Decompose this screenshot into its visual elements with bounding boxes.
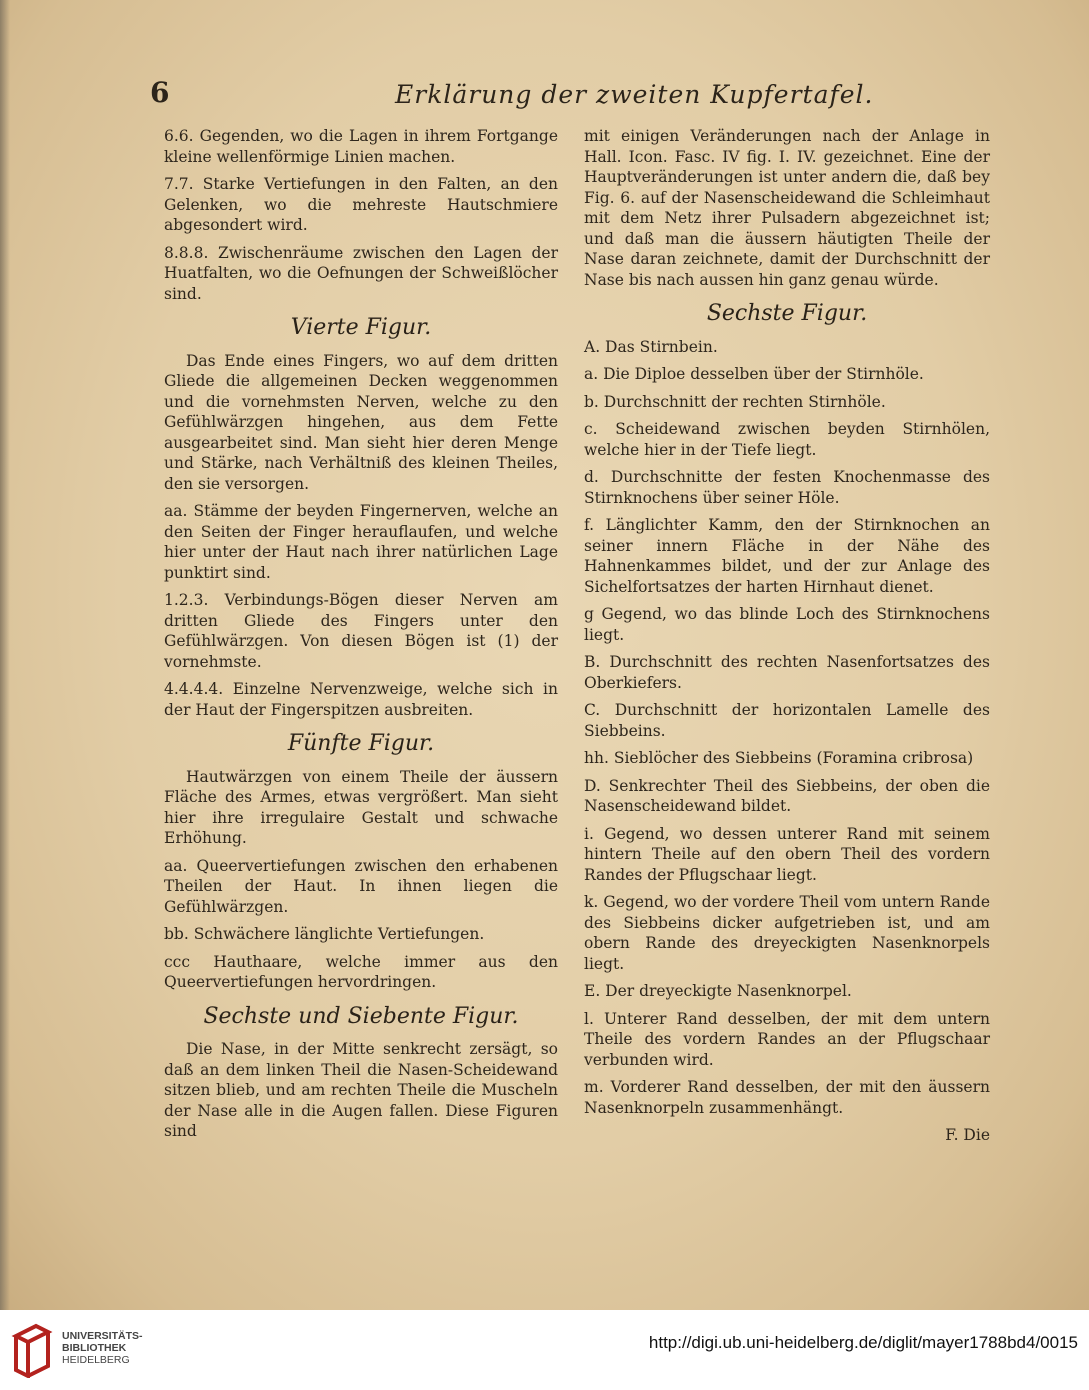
list-item: 4.4.4.4. Einzelne Nervenzweige, welche sich in der Haut der Fingerspitzen ausbreiten.	[164, 680, 558, 719]
list-item: aa. Stämme der beyden Fingernerven, welche an den Seiten der Finger herauflaufen, und welche hier unter der Haut nach ihrer natürlichen Lage punktirt sind.	[164, 502, 558, 582]
list-item: g Gegend, wo das blinde Loch des Stirnknochens liegt.	[584, 605, 990, 644]
list-item: d. Durchschnitte der festen Knochenmasse des Stirnknochens über seiner Höle.	[584, 468, 990, 507]
list-item: i. Gegend, wo dessen unterer Rand mit seinem hintern Theile auf den obern Theil des vordern Randes der Pflugschaar liegt.	[584, 824, 990, 884]
list-item: a. Die Diploe desselben über der Stirnhöle.	[584, 365, 924, 383]
list-item: l. Unterer Rand desselben, der mit dem untern Theile des vordern Randes an der Pflugschaar verbunden wird.	[584, 1009, 990, 1069]
catchword: F. Die	[945, 1126, 990, 1144]
paragraph: mit einigen Veränderungen nach der Anlage in Hall. Icon. Fasc. IV fig. I. IV. gezeichnet. Eine der Hauptveränderungen ist unter andern die, daß bey Fig. 6. auf der Nasenscheidewand die Schleimhaut mit dem Netz ihrer Pulsadern abgezeichnet ist; und daß man die äussern häutigten Theile der Nase daran zeichnete, damit der Durchschnitt der Nase bis nach aussen hin ganz genau würde.	[584, 127, 990, 289]
list-item: 8.8.8. Zwischenräume zwischen den Lagen der Huatfalten, wo die Oefnungen der Schweißlöcher sind.	[164, 243, 558, 303]
list-item: f. Länglichter Kamm, den der Stirnknochen an seiner innern Fläche in der Nähe des Hahnenkammes bildet, und der zur Anlage des Sichelfortsatzes der harten Hirnhaut dienet.	[584, 516, 990, 596]
list-item: 6.6. Gegenden, wo die Lagen in ihrem Fortgange kleine wellenförmige Linien machen.	[164, 127, 558, 166]
list-item: 1.2.3. Verbindungs-Bögen dieser Nerven am dritten Gliede des Fingers unter den Gefühlwärzgen. Von diesen Bögen ist (1) der vornehmste.	[164, 591, 558, 671]
paragraph: Das Ende eines Fingers, wo auf dem dritten Gliede die allgemeinen Decken weggenommen und die vornehmsten Nerven, welche zu den Gefühlwärzgen hingehen, aus dem Fette ausgearbeitet sind. Man sieht hier deren Menge und Stärke, nach Verhältniß des kleinen Theiles, den sie versorgen.	[164, 351, 558, 493]
section-heading-fuenfte-figur: Fünfte Figur.	[287, 731, 435, 756]
paragraph: Hautwärzgen von einem Theile der äussern Fläche des Armes, etwas vergrößert. Man sieht hier ihre irregulaire Gestalt und schwache Erhöhung.	[164, 767, 558, 847]
institution-line: BIBLIOTHEK	[62, 1342, 127, 1354]
list-item: m. Vorderer Rand desselben, der mit den äussern Nasenknorpeln zusammenhängt.	[584, 1078, 990, 1117]
page-number: 6	[150, 76, 170, 109]
institution-line: HEIDELBERG	[62, 1354, 130, 1366]
section-heading-vierte-figur: Vierte Figur.	[290, 315, 432, 340]
section-heading-sechste-siebente-figur: Sechste und Siebente Figur.	[203, 1003, 519, 1029]
university-library-logo-icon	[10, 1322, 54, 1378]
list-item: A. Das Stirnbein.	[584, 337, 718, 356]
list-item: D. Senkrechter Theil des Siebbeins, der oben die Nasenscheidewand bildet.	[584, 776, 990, 815]
list-item: hh. Sieblöcher des Siebbeins (Foramina cribrosa)	[584, 749, 974, 767]
list-item: E. Der dreyeckigte Nasenknorpel.	[584, 982, 852, 1000]
page-header	[150, 76, 960, 116]
left-column	[164, 126, 558, 1149]
viewer-footer	[0, 1310, 1089, 1390]
institution-line: UNIVERSITÄTS-	[62, 1330, 143, 1342]
permalink-url[interactable]: http://digi.ub.uni-heidelberg.de/diglit/mayer1788bd4/0015	[648, 1333, 1078, 1352]
paragraph: Die Nase, in der Mitte senkrecht zersägt, so daß an dem linken Theil die Nasen-Scheidewand sitzen blieb, und am rechten Theile die Muscheln der Nase alle in die Augen fallen. Diese Figuren sind	[164, 1040, 558, 1140]
list-item: c. Scheidewand zwischen beyden Stirnhölen, welche hier in der Tiefe liegt.	[584, 420, 990, 459]
list-item: C. Durchschnitt der horizontalen Lamelle des Siebbeins.	[584, 701, 990, 740]
section-heading-sechste-figur: Sechste Figur.	[706, 301, 868, 326]
list-item: ccc Hauthaare, welche immer aus den Queervertiefungen hervordringen.	[164, 952, 558, 991]
list-item: bb. Schwächere länglichte Vertiefungen.	[164, 925, 485, 943]
list-item: b. Durchschnitt der rechten Stirnhöle.	[584, 392, 886, 411]
running-title: Erklärung der zweiten Kupfertafel.	[395, 80, 874, 109]
institution-name	[62, 1330, 143, 1366]
list-item: aa. Queervertiefungen zwischen den erhabenen Theilen der Haut. In ihnen liegen die Gefühlwärzgen.	[164, 856, 558, 916]
list-item: k. Gegend, wo der vordere Theil vom untern Rande des Siebbeins dicker aufgetrieben ist, und am obern Rande des dreyeckigten Nasenknorpels liegt.	[584, 893, 990, 973]
list-item: 7.7. Starke Vertiefungen in den Falten, an den Gelenken, wo die mehreste Hautschmiere abgesondert wird.	[164, 175, 558, 234]
list-item: B. Durchschnitt des rechten Nasenfortsatzes des Oberkiefers.	[584, 653, 990, 692]
right-column	[584, 126, 990, 1146]
